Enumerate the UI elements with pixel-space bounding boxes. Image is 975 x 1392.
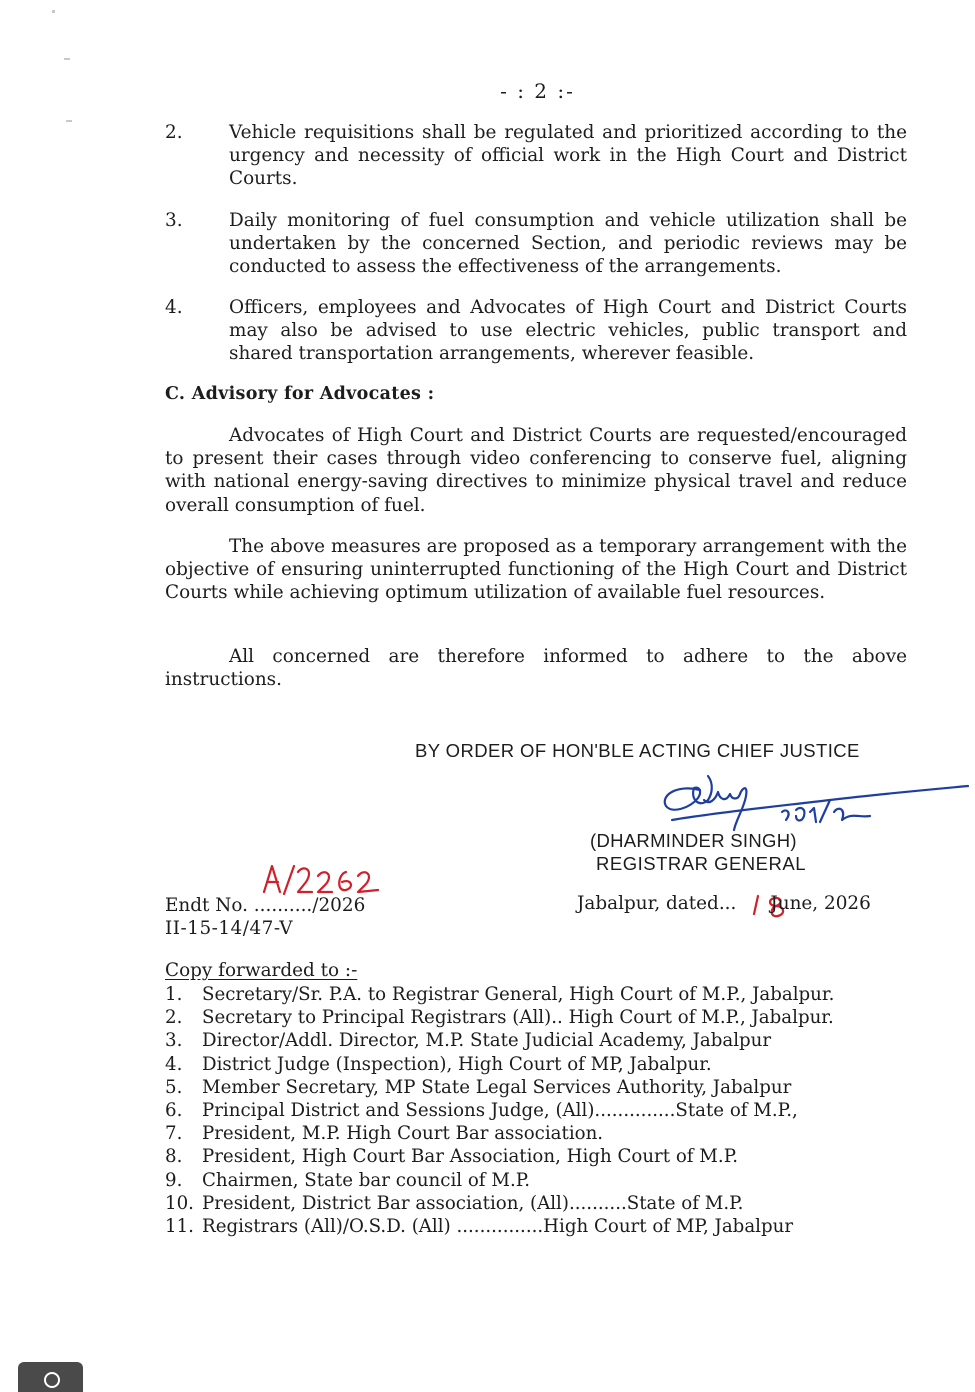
signature [665,776,968,830]
copy-list-number: 8. [165,1146,183,1168]
file-reference: II-15-14/47-V [165,918,294,939]
copy-list-number: 9. [165,1169,183,1191]
signatory-designation: REGISTRAR GENERAL [596,853,806,874]
copy-list-text: Principal District and Sessions Judge, (All)..............State of M.P., [202,1099,798,1121]
copy-list-text: Chairmen, State bar council of M.P. [202,1169,531,1191]
item-number: 3. [165,210,183,231]
copy-list-item [165,1145,925,1168]
copy-list-text: Secretary/Sr. P.A. to Registrar General, High Court of M.P., Jabalpur. [202,984,835,1005]
copy-list-item [165,1099,925,1122]
copy-list-number: 4. [165,1053,183,1075]
endorsement-number: Endt No. ........../2026 [165,895,366,916]
copy-list-text: President, High Court Bar Association, High Court of M.P. [202,1146,739,1168]
copy-list-number: 3. [165,1030,183,1052]
copy-forwarded-heading: Copy forwarded to :- [165,960,358,981]
endorsement-number-handwritten [264,866,378,894]
item-number: 4. [165,297,183,318]
circle-icon [44,1372,60,1388]
copy-list-number: 11. [165,1215,194,1237]
copy-list-item [165,1006,925,1029]
copy-list-item [165,983,925,1006]
copy-forwarded-list [165,983,925,1238]
dated-suffix: June, 2026 [770,893,871,914]
copy-list-text: Member Secretary, MP State Legal Services Authority, Jabalpur [202,1076,792,1098]
copy-list-text: Director/Addl. Director, M.P. State Judicial Academy, Jabalpur [202,1030,772,1052]
dated-line [577,893,871,914]
item-text: Daily monitoring of fuel consumption and vehicle utilization shall be undertaken by the concerned Section, and periodic reviews may be conducted to assess the effectiveness of the arrangements. [229,210,907,278]
copy-list-number: 1. [165,984,183,1005]
copy-list-number: 10. [165,1192,194,1214]
copy-list-item [165,1215,925,1238]
paragraph: All concerned are therefore informed to adhere to the above instructions. [165,646,907,691]
copy-list-text: President, M.P. High Court Bar association. [202,1123,604,1145]
signatory-name: (DHARMINDER SINGH) [590,830,797,851]
paragraph: The above measures are proposed as a temporary arrangement with the objective of ensuring uninterrupted functioning of the High Court and District Courts while achieving optimum utilization of available fuel resources. [165,536,907,604]
item-text: Vehicle requisitions shall be regulated and prioritized according to the urgency and necessity of official work in the High Court and District Courts. [229,122,907,190]
item-number: 2. [165,122,183,143]
copy-list-item [165,1053,925,1076]
section-heading: C. Advisory for Advocates : [165,384,435,404]
copy-list-item [165,1029,925,1052]
dated-prefix: Jabalpur, dated... [577,893,737,914]
copy-list-number: 7. [165,1123,183,1145]
copy-list-item [165,1192,925,1215]
copy-list-text: Secretary to Principal Registrars (All).. High Court of M.P., Jabalpur. [202,1007,834,1029]
copy-list-item [165,1122,925,1145]
paragraph: Advocates of High Court and District Courts are requested/encouraged to present their cases through video conferencing to conserve fuel, aligning with national energy-saving directives to minimize physical travel and reduce overall consumption of fuel. [165,425,907,516]
by-order-line: BY ORDER OF HON'BLE ACTING CHIEF JUSTICE [415,740,860,761]
copy-list-number: 6. [165,1099,183,1121]
item-text: Officers, employees and Advocates of High Court and District Courts may also be advised to use electric vehicles, public transport and shared transportation arrangements, wherever feasible. [229,297,907,365]
copy-list-item [165,1169,925,1192]
copy-list-text: Registrars (All)/O.S.D. (All) ...............High Court of MP, Jabalpur [202,1215,794,1237]
copy-list-number: 5. [165,1076,183,1098]
copy-list-number: 2. [165,1007,183,1029]
copy-list-item [165,1076,925,1099]
copy-list-text: President, District Bar association, (All)..........State of M.P. [202,1192,744,1214]
page-number: - : 2 :- [500,79,575,103]
copy-list-text: District Judge (Inspection), High Court of MP, Jabalpur. [202,1053,712,1075]
